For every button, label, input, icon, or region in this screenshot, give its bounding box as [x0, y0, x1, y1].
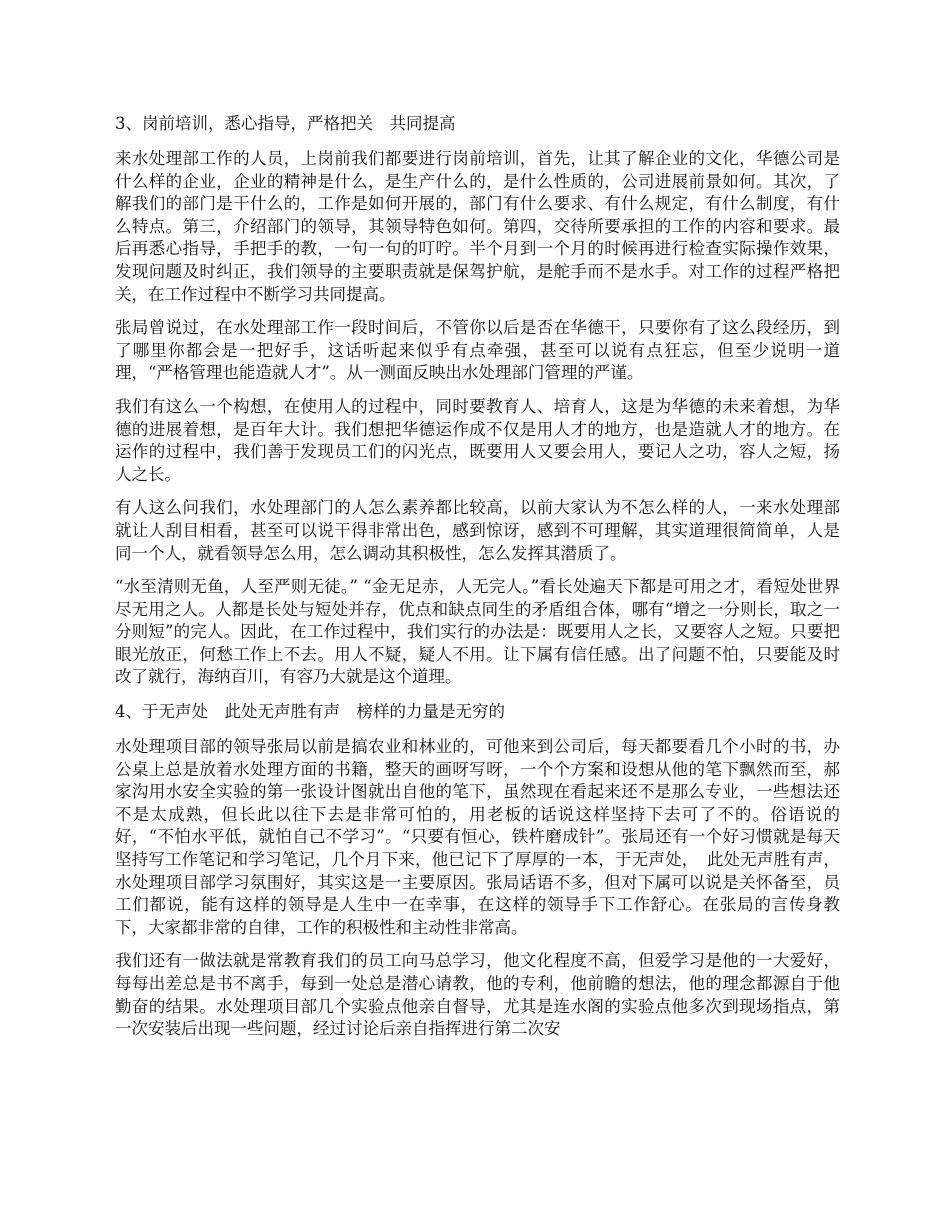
- paragraph: 张局曾说过，在水处理部工作一段时间后，不管你以后是否在华德干，只要你有了这么段经历，到了哪里你都会是一把好手，这话听起来似乎有点牵强，甚至可以说有点狂忘，但至少说明一道理，“严格管理也能造就人才”。从一测面反映出水处理部门管理的严谨。: [115, 318, 840, 383]
- paragraph: “水至清则无鱼，人至严则无徒。” “金无足赤，人无完人。”看长处遍天下都是可用之才，看短处世界尽无用之人。人都是长处与短处并存，优点和缺点同生的矛盾组合体，哪有“增之一分则长，取之一分则短”的完人。因此，在工作过程中，我们实行的办法是：既要用人之长，又要容人之短。只要把眼光放正，何愁工作上不去。用人不疑，疑人不用。让下属有信任感。出了问题不怕，只要能及时改了就行，海纳百川，有容乃大就是这个道理。: [115, 577, 840, 687]
- document-page: [115, 112, 840, 1052]
- section-heading-4: 4、于无声处 此处无声胜有声 榜样的力量是无穷的: [115, 702, 505, 722]
- paragraph: 有人这么问我们，水处理部门的人怎么素养都比较高，以前大家认为不怎么样的人，一来水处理部就让人刮目相看，甚至可以说干得非常出色，感到惊讶，感到不可理解，其实道理很简简单，人是同一个人，就看领导怎么用，怎么调动其积极性，怎么发挥其潜质了。: [115, 498, 840, 563]
- paragraph: 水处理项目部的领导张局以前是搞农业和林业的，可他来到公司后，每天都要看几个小时的书，办公桌上总是放着水处理方面的书籍，整天的画呀写呀，一个个方案和设想从他的笔下飘然而至，郝家沟用水安全实验的第一张设计图就出自他的笔下，虽然现在看起来还不是那么专业，一些想法还不是太成熟，但长此以往下去是非常可怕的，用老板的话说这样坚持下去可了不的。俗语说的好，“不怕水平低，就怕自己不学习”。“只要有恒心，铁杵磨成针”。张局还有一个好习惯就是每天坚持写工作笔记和学习笔记，几个月下来，他已记下了厚厚的一本，于无声处， 此处无声胜有声，水处理项目部学习氛围好，其实这是一主要原因。张局话语不多，但对下属可以说是关怀备至，员工们都说，能有这样的领导是人生中一在幸事，在这样的领导手下工作舒心。在张局的言传身教下，大家都非常的自律，工作的积极性和主动性非常高。: [115, 737, 840, 937]
- section-heading-3: 3、岗前培训，悉心指导，严格把关 共同提高: [115, 114, 456, 133]
- paragraph: 我们有这么一个构想，在使用人的过程中，同时要教育人、培育人，这是为华德的未来着想，为华德的进展着想，是百年大计。我们想把华德运作成不仅是用人才的地方，也是造就人才的地方。在运作的过程中，我们善于发现员工们的闪光点，既要用人又要会用人，要记人之功，容人之短，扬人之长。: [115, 396, 840, 484]
- paragraph: 我们还有一做法就是常教育我们的员工向马总学习，他文化程度不高，但爱学习是他的一大爱好，每每出差总是书不离手，每到一处总是潜心请教，他的专利，他前瞻的想法，他的理念都源自于他勤奋的结果。水处理项目部几个实验点他亲自督导，尤其是连水阁的实验点他多次到现场指点，第一次安装后出现一些问题，经过讨论后亲自指挥进行第二次安: [115, 951, 840, 1039]
- paragraph: 来水处理部工作的人员，上岗前我们都要进行岗前培训，首先，让其了解企业的文化，华德公司是什么样的企业，企业的精神是什么，是生产什么的，是什么性质的，公司进展前景如何。其次，了解我们的部门是干什么的，工作是如何开展的，部门有什么要求、有什么规定，有什么制度，有什么特点。第三，介绍部门的领导，其领导特色如何。第四，交待所要承担的工作的内容和要求。最后再悉心指导，手把手的教，一句一句的叮咛。半个月到一个月的时候再进行检查实际操作效果，发现问题及时纠正，我们领导的主要职责就是保驾护航，是舵手而不是水手。对工作的过程严格把关，在工作过程中不断学习共同提高。: [115, 149, 840, 304]
